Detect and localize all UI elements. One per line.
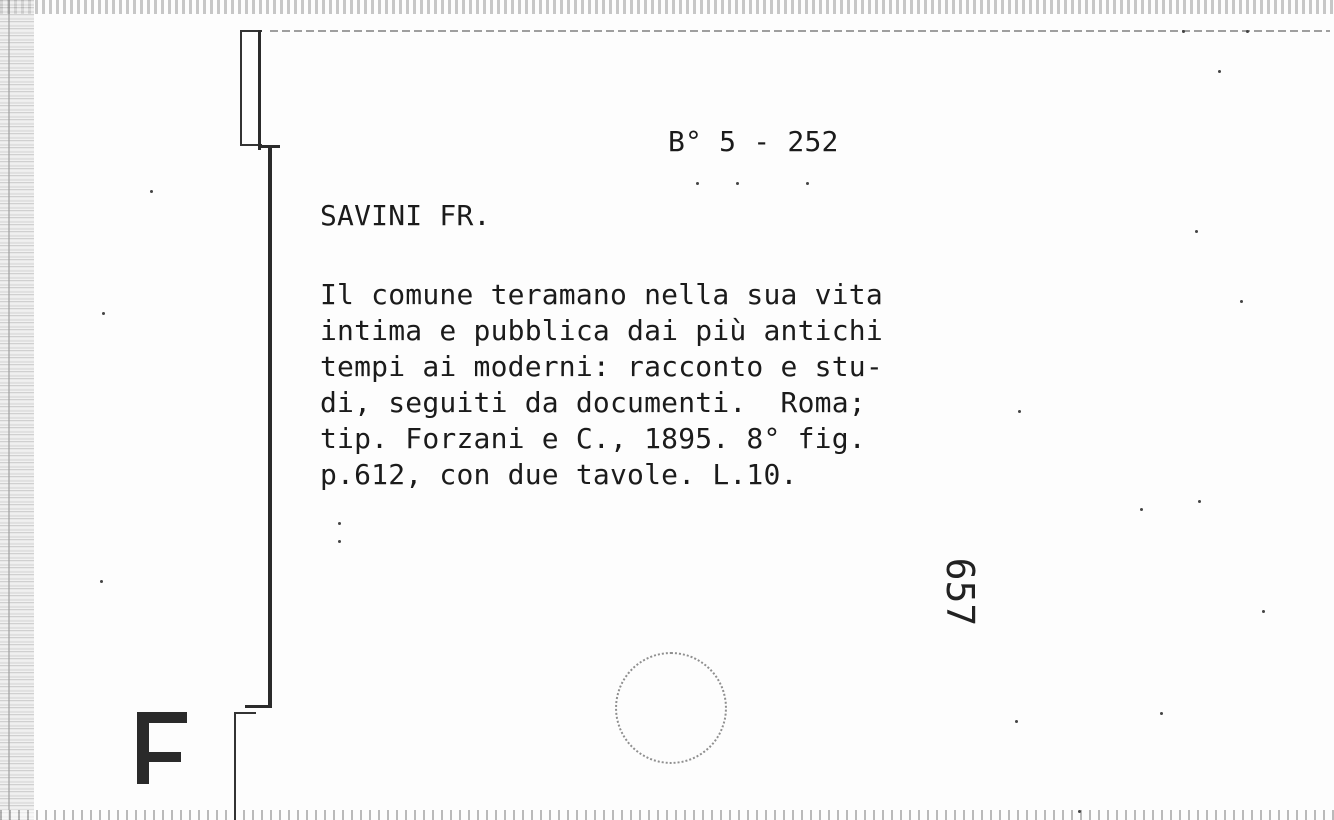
bottom-scan-edge: [0, 810, 1334, 820]
card-tab-lower: [234, 712, 256, 820]
speck: [1078, 810, 1081, 813]
speck: [1218, 70, 1221, 73]
faint-stamp-ring: [615, 652, 727, 764]
speck: [1015, 720, 1018, 723]
speck: [1018, 410, 1021, 413]
speck: [1262, 610, 1265, 613]
speck: [1195, 230, 1198, 233]
description-line: di, seguiti da documenti. Roma;: [320, 386, 866, 419]
card-tab-line-upper: [258, 30, 261, 150]
speck: [1182, 30, 1185, 33]
bibliographic-description: [320, 277, 883, 493]
top-scan-edge: [0, 0, 1334, 14]
speck: [1140, 508, 1143, 511]
speck: [150, 190, 153, 193]
left-scan-strip: [0, 0, 34, 820]
card-edge-line: [268, 148, 272, 708]
speck: [1246, 30, 1249, 33]
rotated-catalog-number: 657: [938, 557, 982, 627]
card-tab-step-lower: [245, 705, 272, 708]
speck: [1160, 712, 1163, 715]
speck: [736, 182, 739, 185]
speck: [100, 580, 103, 583]
description-line: p.612, con due tavole. L.10.: [320, 458, 798, 491]
speck: [1240, 300, 1243, 303]
speck: [1198, 500, 1201, 503]
speck: [806, 182, 809, 185]
description-line: intima e pubblica dai più antichi: [320, 314, 883, 347]
description-line: tip. Forzani e C., 1895. 8° fig.: [320, 422, 866, 455]
author-name: SAVINI FR.: [320, 199, 491, 232]
description-line: Il comune teramano nella sua vita: [320, 278, 883, 311]
card-top-border: [270, 30, 1330, 32]
description-line: tempi ai moderni: racconto e stu-: [320, 350, 883, 383]
speck: [696, 182, 699, 185]
speck: [102, 312, 105, 315]
speck: [338, 540, 341, 543]
index-letter-F: [137, 712, 187, 784]
shelfmark: B° 5 - 252: [668, 125, 839, 158]
speck: [338, 522, 341, 525]
